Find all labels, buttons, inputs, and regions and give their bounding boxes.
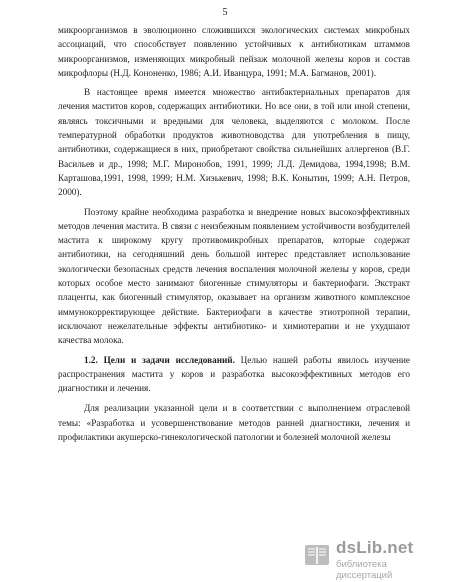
paragraph-1: микроорганизмов в эволюционно сложившихся экологических системах микробных ассоциаций, что способствует появлению устойчивых к антибиотикам штаммов микроорганизмов, изменяющих микробный пейзаж молочной железы коров и состав микрофлоры (Н.Д. Кононенко, 1986; А.И. Иванцура, 1991; М.А. Багманов, 2001). bbox=[58, 25, 410, 78]
watermark bbox=[302, 538, 442, 581]
document-body bbox=[58, 23, 410, 449]
paragraph-4-text: Целью нашей работы явилось изучение распространения мастита у коров и разработка высокоэффективных методов его диагностики и лечения. bbox=[58, 354, 410, 394]
paragraph-4 bbox=[58, 353, 410, 396]
watermark-title: dsLib.net bbox=[336, 538, 414, 557]
paragraph-2: В настоящее время имеется множество антибактериальных препаратов для лечения маститов коров, содержащих антибиотики. Но все они, в той или иной степени, являясь токсичными и вредными для человека, выделяются с молоком. После температурной обработки продуктов животноводства для употребления в пищу, антибиотики, содержащиеся в них, приобретают свойства сильнейших аллергенов (В.Г. Васильев и др., 1998; М.Г. Миронобов, 1991, 1999; Л.Д. Демидова, 1994,1998; В.М. Карташова,1991, 1998, 1999; Н.М. Хиэькевич, 1998; В.К. Конытин, 1999; А.Н. Петров, 2000). bbox=[58, 87, 410, 198]
paragraph-5: Для реализации указанной цели и в соответствии с выполнением отраслевой темы: «Разработка и усовершенствование методов ранней диагностики, лечения и профилактики акушерско-гинекологической патологии и болезней молочной железы bbox=[58, 403, 410, 443]
watermark-subtitle: библиотека диссертаций bbox=[336, 559, 393, 581]
paragraph-3: Поэтому крайне необходима разработка и внедрение новых высокоэффективных методов лечения мастита. В связи с неизбежным появлением устойчивости возбудителей мастита к широкому кругу противомикробных препаратов, которые содержат антибиотики, на сегодняшний день большой интерес представляет использование экологически безопасных средств лечения воспаления молочной железы у коров, среди которых особое место занимают биогенные стимуляторы и бактериофаги. Экстракт плаценты, как биогенный стимулятор, оказывает на организм животного комплексное иммунокорректирующее действие. Бактериофаги в качестве этиотропной терапии, исключают нежелательные эффекты антибиотико- и химиотерапии и не ухудшают качества молока. bbox=[58, 206, 410, 346]
page-number: 5 bbox=[222, 7, 228, 18]
book-logo-icon bbox=[302, 540, 332, 570]
section-heading: 1.2. Цели и задачи исследований. bbox=[84, 354, 235, 365]
